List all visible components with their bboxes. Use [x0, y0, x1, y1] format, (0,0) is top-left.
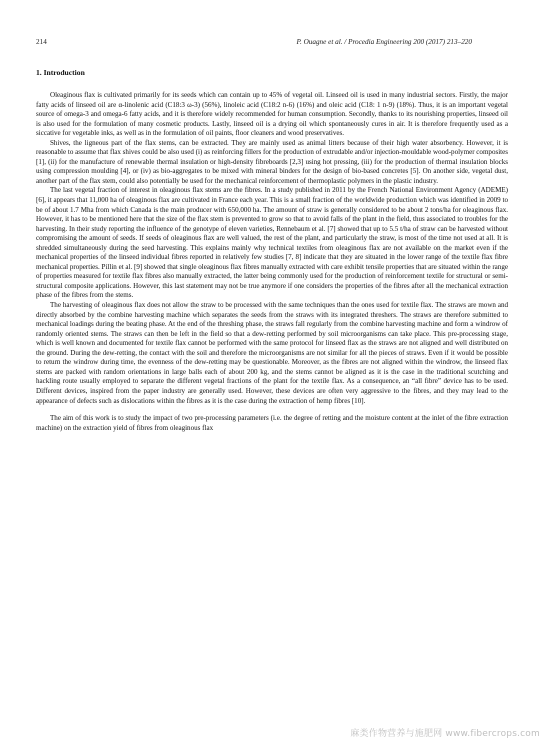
- paragraph-aim: The aim of this work is to study the impact of two pre-processing parameters (i.e. the degree of retting and the moisture content at the inlet of the fibre extraction machine) on the extraction yield of fibres from oleaginous flax: [36, 414, 508, 432]
- running-head: [36, 38, 508, 46]
- section-title: 1. Introduction: [36, 68, 85, 77]
- paragraph-fibres: The last vegetal fraction of interest in oleaginous flax stems are the fibres. In a study published in 2011 by the French National Environment Agency (ADEME) [6], it appears that 11,000 ha of oleaginous flax are cultivated in France each year. This is a small fraction of the worldwide production which was identified in 2009 to be of about 1.7 Mha from which Canada is the main producer with 650,000 ha. The amount of straw is generally considered to be about 2 tons/ha for oleaginous flax. However, it has to be mentioned here that the size of the flax stem is prevented to grow so that to avoid falls of the plant in the field, thus associated to troubles for the harvesting. In their study reporting the influence of the genotype of eleven varieties, Rennebaum et al. [7] showed that up to 5.5 t/ha of straw can be harvested without compromising the amount of seeds. If seeds of oleaginous flax are well valued, the rest of the plant, and particularly the straw, is most of the time not used at all. It is shredded simultaneously during the seed harvesting. This explains mainly why technical textiles from oleaginous flax are not available on the market even if the mechanical properties of the linseed individual fibres reported in relatively few studies [7, 8] indicate that they are situated in the lower range of the textile flax fibre mechanical properties. Pillin et al. [9] showed that single oleaginous flax fibres manually extracted with care exhibit tensile properties that are situated within the range of properties measured for textile flax fibres also manually extracted, the latter being commonly used for the production of reinforcement textile for structural or semi-structural composite applications. However, this last statement may not be true anymore if one considers the properties of the fibres after all the mechanical extraction phase of the fibres from the stems.: [36, 186, 508, 300]
- paragraph-oil: Oleaginous flax is cultivated primarily for its seeds which can contain up to 45% of vegetal oil. Linseed oil is used in many industrial sectors. Firstly, the major fatty acids of linseed oil are α-linolenic acid (C18:3 ω-3) (56%), linoleic acid (C18:2 n-6) (16%) and oleic acid (C18: 1 n-9) (18%). Thus, it is an important vegetal source of omega-3 and omega-6 fatty acids, and it is therefore widely recommended for human consumption. Secondly, thanks to its nourishing properties, linseed oil is also used for the formulation of many cosmetic products. Lastly, linseed oil is a drying oil which spontaneously cures in air. It is therefore frequently used as a siccative for vegetable inks, as well as in the formulation of oil paints, floor cleaners and wood preservatives.: [36, 91, 508, 138]
- paragraph-harvesting: The harvesting of oleaginous flax does not allow the straw to be processed with the same techniques than the ones used for textile flax. The straws are mown and directly absorbed by the combine harvesting machine which separates the seeds from the straws with its integrated threshers. The straws are therefore submitted to mechanical loadings during the beating phase. At the end of the threshing phase, the straws fall regularly from the combine harvesting machine and form a windrow of randomly oriented stems. The straws can then be left in the field so that a dew-retting performed by soil microorganisms can take place. This pre-processing stage, which is well known and documented for textile flax cannot be performed with the same protocol for linseed flax as the straws are not aligned and well distributed on the ground. During the dew-retting, the contact with the soil and therefore the microorganisms are not similar for all the pieces of straws. Even if it would be possible to return the windrow during time, the evenness of the dew-retting may be questionable. Moreover, as the fibres are not aligned within the windrow, the linseed flax stems are packed with random orientations in large balls each of about 200 kg, and the stems cannot be aligned as it is the case in the traditional scutching and hackling route usually employed to separate the different vegetal fractions of the plant for the textile flax. As a consequence, an “all fibre” device has to be used. Different devices, inspired from the paper industry are generally used. However, these devices are often very aggressive to the fibres, and they may lead to the appearance of defects such as dislocations within the fibres as it is the case during the extraction of hemp fibres [10].: [36, 301, 508, 405]
- site-watermark: 麻类作物营养与施肥网 www.fibercrops.com: [350, 729, 540, 739]
- section-body: [36, 91, 508, 433]
- paper-page: [36, 38, 508, 433]
- paragraph-shives: Shives, the ligneous part of the flax stems, can be extracted. They are mainly used as animal litters because of their high water absorbency. However, it is reasonable to assume that flax shives could be also used (i) as reinforcing fillers for the production of extrudable and/or injection-mouldable wood-polymer composites [1], (ii) for the manufacture of renewable thermal insulation or high-density fibreboards [2,3] using hot pressing, (iii) for the production of thermal insulation blocks using compression moulding [4], or (iv) as bio-aggregates to be mixed with mineral binders for the design of bio-based concretes [5]. On another side, vegetal dust, another part of the flax stem, could also potentially be used for the mechanical reinforcement of thermoplastic polymers in the plastic industry.: [36, 138, 509, 185]
- page-number: 214: [36, 38, 47, 46]
- journal-citation: P. Ouagne et al. / Procedia Engineering 200 (2017) 213–220: [296, 38, 472, 46]
